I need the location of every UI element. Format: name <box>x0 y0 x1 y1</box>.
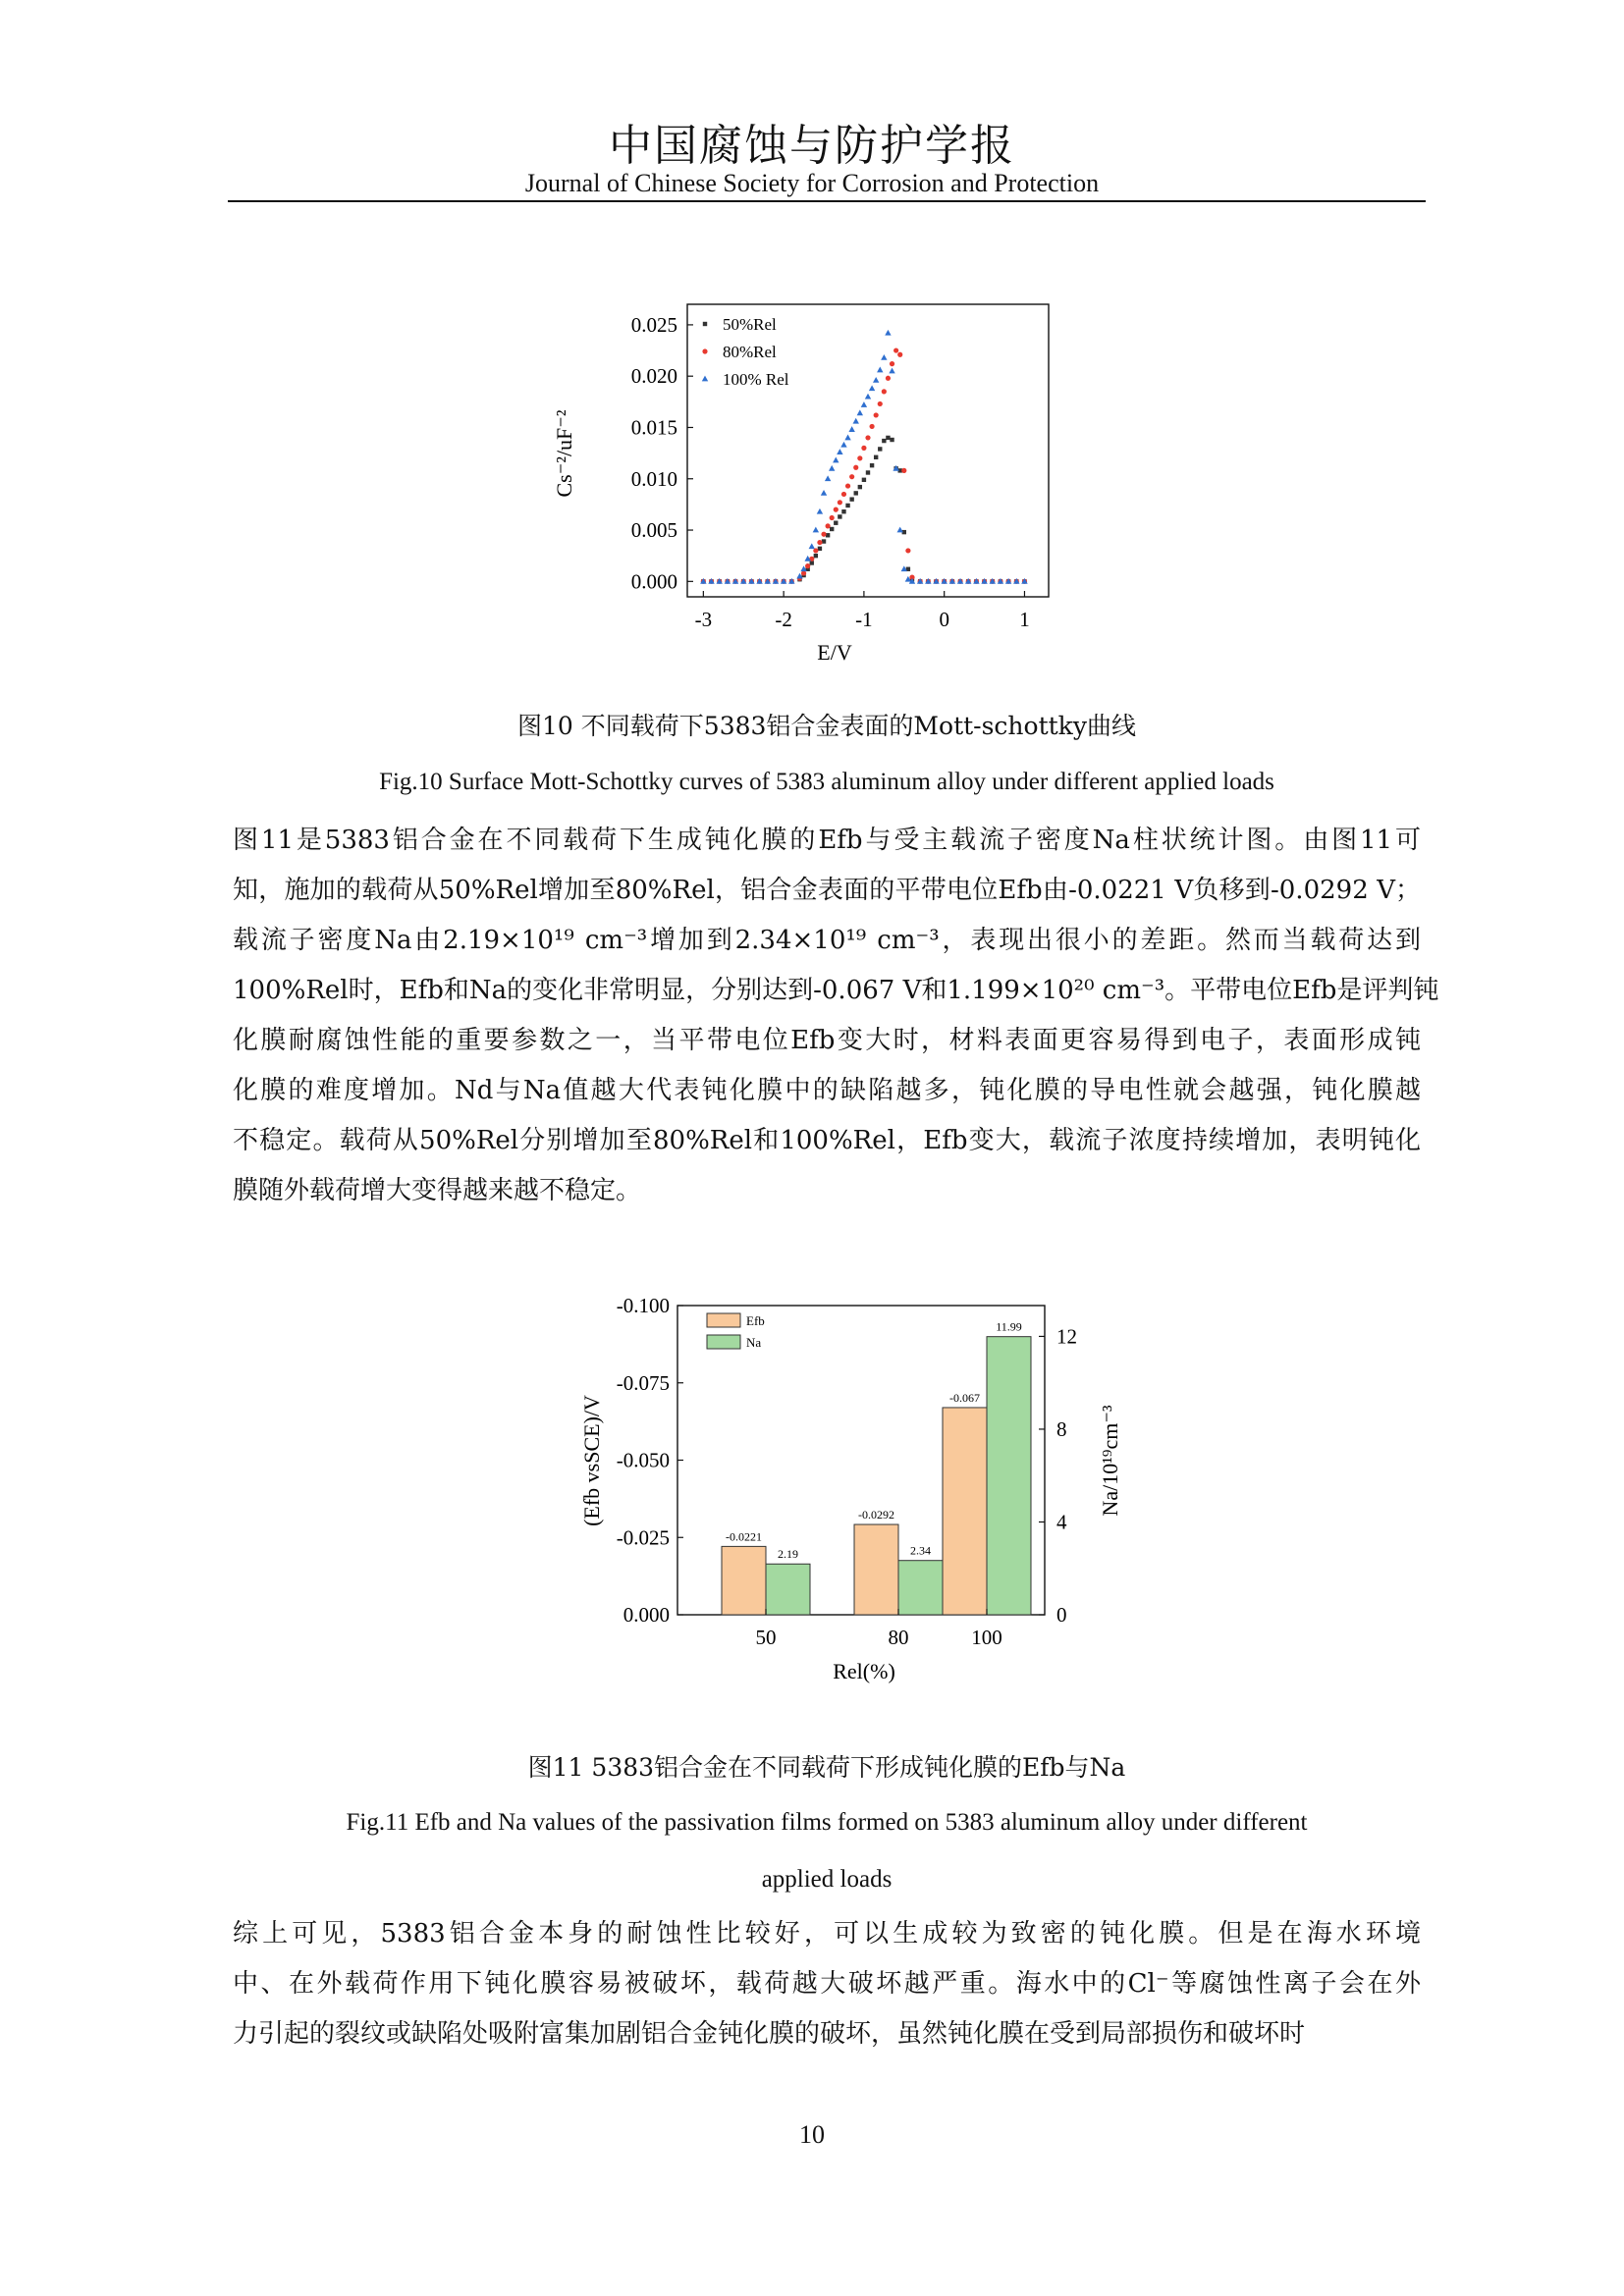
fig10-point <box>809 543 815 549</box>
fig10-point <box>861 401 867 407</box>
page-number: 10 <box>799 2120 825 2149</box>
paragraph-line: 化膜耐腐蚀性能的重要参数之一，当平带电位Efb变大时，材料表面更容易得到电子，表面形成钝 <box>233 1026 1421 1055</box>
fig10-point <box>862 478 866 482</box>
fig10-point <box>874 412 879 417</box>
fig10-point <box>817 508 823 514</box>
fig10-point <box>838 500 842 505</box>
fig10-point <box>866 470 870 474</box>
fig10-point <box>905 548 910 553</box>
fig10-point <box>869 424 874 429</box>
fig10-y-tick-label: 0.015 <box>630 415 677 440</box>
fig10-x-tick-label: 1 <box>1019 608 1030 631</box>
fig10-point <box>833 457 839 463</box>
fig11-legend-label: Na <box>746 1335 762 1350</box>
fig10-point <box>878 401 883 406</box>
fig10-point <box>897 352 902 357</box>
fig11-bar-label-efb: -0.067 <box>949 1390 980 1405</box>
fig10-point <box>844 435 850 441</box>
fig10-point <box>857 409 863 415</box>
fig10-point <box>881 354 887 360</box>
fig10-point <box>818 547 822 551</box>
fig10-point <box>829 465 835 471</box>
fig10-point <box>814 554 818 558</box>
fig10-point <box>837 449 842 454</box>
fig10-x-tick-label: -1 <box>855 608 873 631</box>
fig11-bar-efb <box>722 1546 766 1615</box>
fig11-left-tick-label: -0.025 <box>616 1525 670 1550</box>
fig10-y-tick-label: 0.000 <box>630 569 677 594</box>
paragraph-line: 综上可见，5383铝合金本身的耐蚀性比较好，可以生成较为致密的钝化膜。但是在海水环境 <box>233 1919 1421 1949</box>
fig10-point <box>893 465 898 471</box>
journal-title-en: Journal of Chinese Society for Corrosion and Protection <box>524 169 1100 197</box>
fig11-right-tick-label: 4 <box>1056 1510 1067 1534</box>
paragraph-line: 图11是5383铝合金在不同载荷下生成钝化膜的Efb与受主载流子密度Na柱状统计图。由图11可 <box>233 826 1421 855</box>
fig11-bar-label-na: 11.99 <box>996 1319 1022 1334</box>
fig10-x-tick-label: 0 <box>939 608 949 631</box>
fig10-point <box>854 491 858 495</box>
header-rule <box>228 200 1426 202</box>
fig10-point <box>834 521 838 525</box>
paragraph-line: 知，施加的载荷从50%Rel增加至80%Rel，铝合金表面的平带电位Efb由-0.0221 V负移到-0.0292 V； <box>233 876 1421 905</box>
fig10-legend-marker <box>702 348 707 353</box>
fig10-point <box>830 515 835 520</box>
fig10-point <box>885 330 891 336</box>
figure-10-caption-cn: 图10 不同载荷下5383铝合金表面的Mott-schottky曲线 <box>517 712 1136 740</box>
fig10-legend-marker <box>702 376 708 382</box>
fig10-point <box>821 490 827 496</box>
fig10-y-tick-label: 0.020 <box>630 364 677 389</box>
fig10-point <box>834 507 839 512</box>
paragraph-1 <box>233 816 1439 1216</box>
fig11-bar-label-efb: -0.0292 <box>858 1508 894 1522</box>
fig11-bar-na <box>987 1337 1031 1615</box>
fig11-right-tick-label: 12 <box>1056 1324 1077 1349</box>
fig11-left-tick-label: -0.075 <box>616 1370 670 1395</box>
fig11-bar-label-na: 2.34 <box>910 1543 931 1558</box>
fig10-point <box>817 540 822 545</box>
fig10-point <box>849 474 854 479</box>
fig10-point <box>810 561 814 564</box>
fig10-point <box>877 367 883 373</box>
fig10-point <box>870 463 874 467</box>
fig10-point <box>830 527 834 531</box>
fig10-point <box>893 347 898 352</box>
fig10-point <box>882 439 886 443</box>
paragraph-line: 100%Rel时，Efb和Na的变化非常明显，分别达到-0.067 V和1.199×10²⁰ cm⁻³。平带电位Efb是评判钝 <box>233 976 1439 1005</box>
fig10-point <box>878 447 882 451</box>
fig10-point <box>858 485 862 489</box>
fig11-bar-efb <box>854 1524 898 1615</box>
fig10-point <box>857 455 862 460</box>
paragraph-line: 化膜的难度增加。Nd与Na值越大代表钝化膜中的缺陷越多，钝化膜的导电性就会越强，钝化膜越 <box>233 1076 1421 1105</box>
fig10-point <box>886 436 890 440</box>
fig10-point <box>841 509 845 513</box>
fig10-point <box>890 361 894 366</box>
fig10-point <box>890 438 893 442</box>
fig11-left-tick-label: -0.100 <box>616 1294 670 1317</box>
figure-11-caption-cn: 图11 5383铝合金在不同载荷下形成钝化膜的Efb与Na <box>527 1753 1126 1782</box>
fig11-x-tick-label: 80 <box>888 1626 909 1649</box>
fig11-right-tick-label: 0 <box>1056 1603 1067 1627</box>
fig10-x-tick-label: -3 <box>694 608 713 631</box>
fig11-bar-label-na: 2.19 <box>778 1547 798 1562</box>
fig10-point <box>845 504 849 507</box>
fig10-x-tick-label: -2 <box>775 608 792 631</box>
fig10-y-tick-label: 0.005 <box>630 518 677 543</box>
fig10-point <box>848 426 854 432</box>
fig11-bar-na <box>766 1564 810 1615</box>
figure-10-chart <box>530 294 1080 687</box>
fig10-y-tick-label: 0.010 <box>630 466 677 491</box>
fig10-point <box>865 435 870 440</box>
fig10-legend-label: 100% Rel <box>723 370 789 389</box>
fig10-point <box>882 389 887 394</box>
fig10-legend-label: 80%Rel <box>723 343 777 361</box>
paragraph-line: 载流子密度Na由2.19×10¹⁹ cm⁻³增加到2.34×10¹⁹ cm⁻³，表现出很小的差距。然而当载荷达到 <box>233 926 1421 955</box>
fig10-point <box>869 385 875 391</box>
fig10-point <box>865 394 871 400</box>
figure-11-chart <box>569 1294 1122 1688</box>
fig10-point <box>821 532 826 537</box>
fig11-left-tick-label: 0.000 <box>623 1603 670 1627</box>
fig10-point <box>861 446 866 451</box>
fig11-x-tick-label: 100 <box>971 1626 1002 1649</box>
fig10-point <box>838 514 841 518</box>
fig10-legend-label: 50%Rel <box>723 315 777 334</box>
journal-title-cn: 中国腐蚀与防护学报 <box>609 121 1015 171</box>
fig11-legend-swatch <box>707 1313 740 1327</box>
fig10-point <box>889 368 894 374</box>
fig10-legend-marker <box>703 322 707 326</box>
fig11-x-tick-label: 50 <box>755 1626 777 1649</box>
figure-10-caption-en: Fig.10 Surface Mott-Schottky curves of 5383 aluminum alloy under different applied loads <box>379 769 1274 795</box>
fig11-y-axis-label-right: Na/10¹⁹cm⁻³ <box>1098 1405 1122 1517</box>
fig10-point <box>845 483 850 488</box>
fig10-point <box>813 527 819 533</box>
fig10-point <box>825 475 831 481</box>
fig10-point <box>897 527 903 533</box>
fig10-point <box>901 468 906 473</box>
fig10-point <box>805 563 810 568</box>
fig10-point <box>849 497 853 501</box>
fig10-point <box>841 492 846 497</box>
fig11-y-axis-label-left: (Efb vsSCE)/V <box>579 1395 604 1526</box>
paragraph-line: 中、在外载荷作用下钝化膜容易被破坏，载荷越大破坏越严重。海水中的Cl⁻等腐蚀性离子会在外 <box>233 1969 1421 1999</box>
fig11-x-axis-label: Rel(%) <box>833 1659 895 1683</box>
figure-11-caption-en-2: applied loads <box>761 1866 893 1893</box>
paragraph-line: 不稳定。载荷从50%Rel分别增加至80%Rel和100%Rel，Efb变大，载流子浓度持续增加，表明钝化 <box>233 1126 1421 1155</box>
fig11-bar-label-efb: -0.0221 <box>726 1529 762 1544</box>
fig11-right-tick-label: 8 <box>1056 1416 1067 1441</box>
fig10-y-tick-label: 0.025 <box>630 312 677 337</box>
fig10-point <box>886 376 891 381</box>
fig10-point <box>874 455 878 459</box>
fig10-point <box>853 465 858 470</box>
paragraph-line: 膜随外载荷增大变得越来越不稳定。 <box>233 1176 642 1205</box>
fig11-bar-efb <box>943 1408 987 1615</box>
fig11-legend-swatch <box>707 1335 740 1349</box>
paragraph-line: 力引起的裂纹或缺陷处吸附富集加剧铝合金钝化膜的破坏，虽然钝化膜在受到局部损伤和破坏时 <box>233 2019 1306 2049</box>
fig10-point <box>873 377 879 383</box>
fig11-left-tick-label: -0.050 <box>616 1448 670 1472</box>
fig10-point <box>840 442 846 448</box>
fig10-point <box>826 523 831 528</box>
fig10-y-axis-label: Cs⁻²/uF⁻² <box>552 409 576 498</box>
paragraph-2 <box>233 1909 1421 2059</box>
fig10-point <box>853 418 859 424</box>
fig10-x-axis-label: E/V <box>817 640 852 665</box>
figure-11-caption-en-1: Fig.11 Efb and Na values of the passivation films formed on 5383 aluminum alloy under different <box>346 1809 1308 1836</box>
fig11-bar-na <box>898 1561 943 1615</box>
fig11-legend-label: Efb <box>746 1313 765 1328</box>
